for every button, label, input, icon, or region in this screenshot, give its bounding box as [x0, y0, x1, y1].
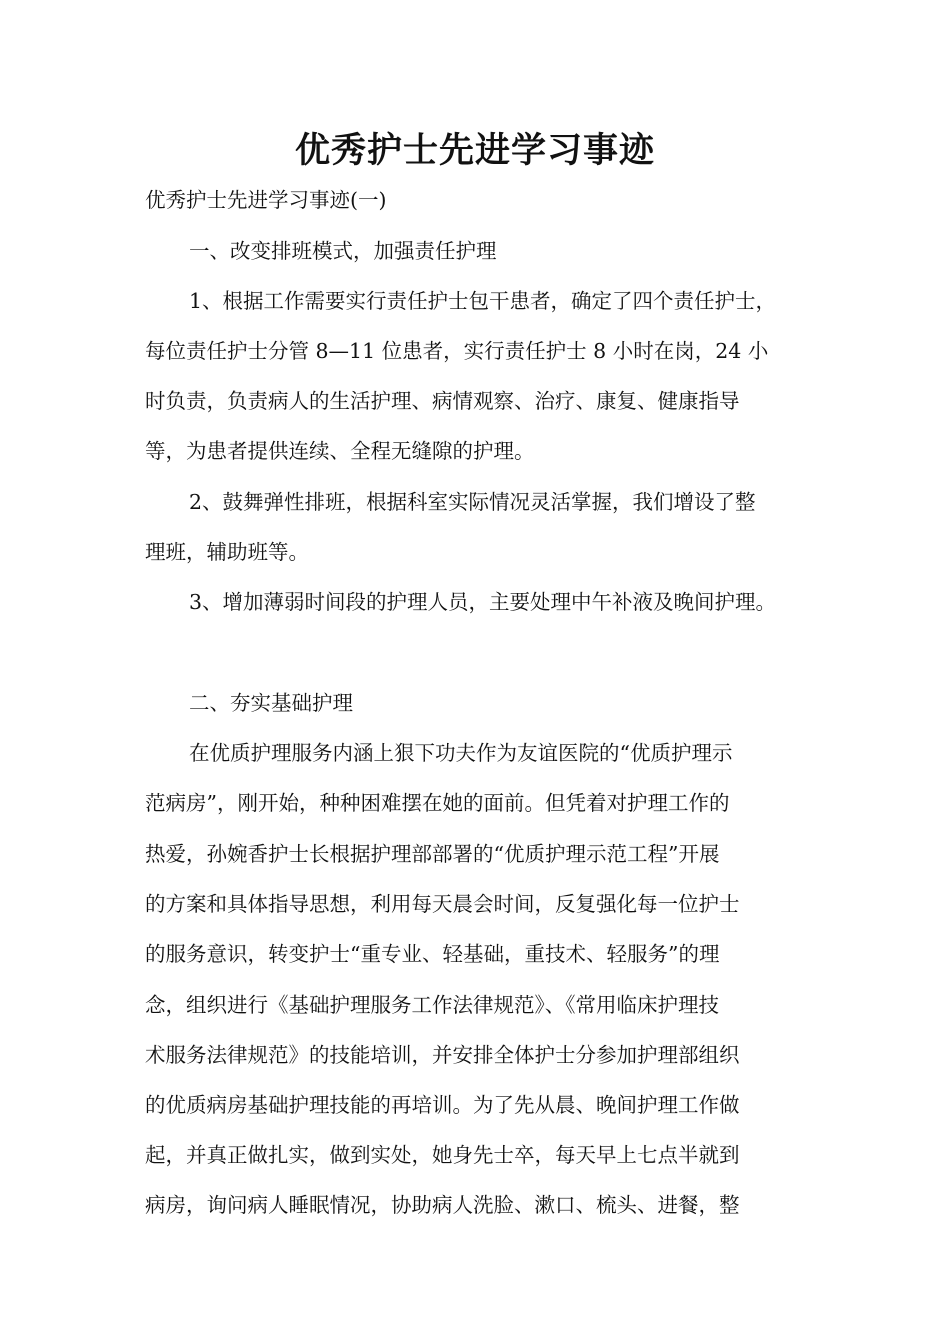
paragraph-line: 理班，辅助班等。 [145, 540, 309, 564]
paragraph-line: 的方案和具体指导思想，利用每天晨会时间，反复强化每一位护士 [145, 892, 740, 916]
paragraph-line: 2、鼓舞弹性排班，根据科室实际情况灵活掌握，我们增设了整 [189, 490, 756, 514]
paragraph-line: 3、增加薄弱时间段的护理人员，主要处理中午补液及晚间护理。 [189, 590, 777, 614]
paragraph-line: 病房，询问病人睡眠情况，协助病人洗脸、漱口、梳头、进餐，整 [145, 1193, 740, 1217]
paragraph-line: 每位责任护士分管 8—11 位患者，实行责任护士 8 小时在岗，24 小 [145, 339, 769, 363]
paragraph-line: 在优质护理服务内涵上狠下功夫作为友谊医院的“优质护理示 [189, 741, 733, 765]
paragraph-line: 念，组织进行《基础护理服务工作法律规范》、《常用临床护理技 [145, 993, 719, 1017]
paragraph-line: 1、根据工作需要实行责任护士包干患者，确定了四个责任护士， [189, 289, 777, 313]
paragraph-line: 的优质病房基础护理技能的再培训。为了先从晨、晚间护理工作做 [145, 1093, 740, 1117]
paragraph-line: 的服务意识，转变护士“重专业、轻基础，重技术、轻服务”的理 [145, 942, 720, 966]
document-title: 优秀护士先进学习事迹 [294, 131, 655, 171]
paragraph-line: 术服务法律规范》的技能培训，并安排全体护士分参加护理部组织 [145, 1043, 740, 1067]
section-heading-2: 二、夯实基础护理 [189, 691, 353, 715]
paragraph-line: 范病房”，刚开始，种种困难摆在她的面前。但凭着对护理工作的 [145, 791, 730, 815]
paragraph-line: 等，为患者提供连续、全程无缝隙的护理。 [145, 439, 535, 463]
paragraph-line: 起，并真正做扎实，做到实处，她身先士卒，每天早上七点半就到 [145, 1143, 740, 1167]
section-heading-1: 一、改变排班模式，加强责任护理 [189, 239, 497, 263]
paragraph-line: 热爱，孙婉香护士长根据护理部部署的“优质护理示范工程”开展 [145, 842, 720, 866]
subtitle-line: 优秀护士先进学习事迹(一) [145, 188, 387, 212]
paragraph-line: 时负责，负责病人的生活护理、病情观察、治疗、康复、健康指导 [145, 389, 740, 413]
